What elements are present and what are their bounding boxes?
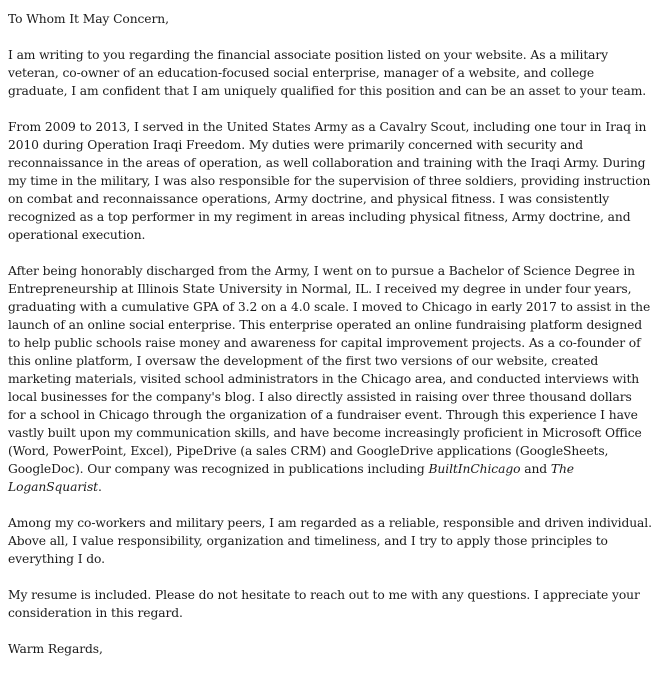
publication-logansquarist: The LoganSquarist (8, 462, 574, 494)
paragraph-education-text: After being honorably discharged from the Army, I went on to pursue a Bachelor of Science Degree in Entrepreneurship at Illinois State University in Normal, IL. I received my degree in under four years, graduating with a cumulative GPA of 3.2 on a 4.0 scale. I moved to Chicago in early 2017 to assist in the launch of an online social enterprise. This enterprise operated an online fundraising platform designed to help public schools raise money and awareness for capital improvement projects. As a co-founder of this online platform, I oversaw the development of the first two versions of our website, created marketing materials, visited school administrators in the Chicago area, and conducted interviews with local businesses for the company's blog. I also directly assisted in raising over three thousand dollars for a school in Chicago through the organization of a fundraiser event. Through this experience I have vastly built upon my communication skills, and have become increasingly proficient in Microsoft Office (Word, PowerPoint, Excel), PipeDrive (a sales CRM) and GoogleDrive applications (GoogleSheets, GoogleDoc). Our company was recognized in publications including (8, 264, 651, 476)
paragraph-end-period: . (98, 480, 102, 494)
paragraph-military: From 2009 to 2013, I served in the United States Army as a Cavalry Scout, including one tour in Iraq in 2010 during Operation Iraqi Freedom. My duties were primarily concerned with security and reconnaissance in the areas of operation, as well collaboration and training with the Iraqi Army. During my time in the military, I was also responsible for the supervision of three soldiers, providing instruction on combat and reconnaissance operations, Army doctrine, and physical fitness. I was consistently recognized as a top performer in my regiment in areas including physical fitness, Army doctrine, and operational execution. (8, 120, 651, 242)
paragraph-intro: I am writing to you regarding the financial associate position listed on your website. As a military veteran, co-owner of an education-focused social enterprise, manager of a website, and college graduate, I am confident that I am uniquely qualified for this position and can be an asset to your team. (8, 48, 647, 98)
publication-builtinchicago: BuiltInChicago (428, 462, 521, 476)
salutation: To Whom It May Concern, (8, 12, 169, 26)
closing: Warm Regards, (8, 642, 103, 656)
paragraph-education-enterprise (8, 262, 653, 496)
publication-conjunction: and (520, 462, 551, 476)
paragraph-character: Among my co-workers and military peers, I am regarded as a reliable, responsible and driven individual. Above all, I value responsibility, organization and timeliness, and I try to apply those principles to everything I do. (8, 516, 652, 566)
paragraph-resume: My resume is included. Please do not hesitate to reach out to me with any questions. I appreciate your consideration in this regard. (8, 588, 640, 620)
cover-letter (8, 10, 653, 676)
